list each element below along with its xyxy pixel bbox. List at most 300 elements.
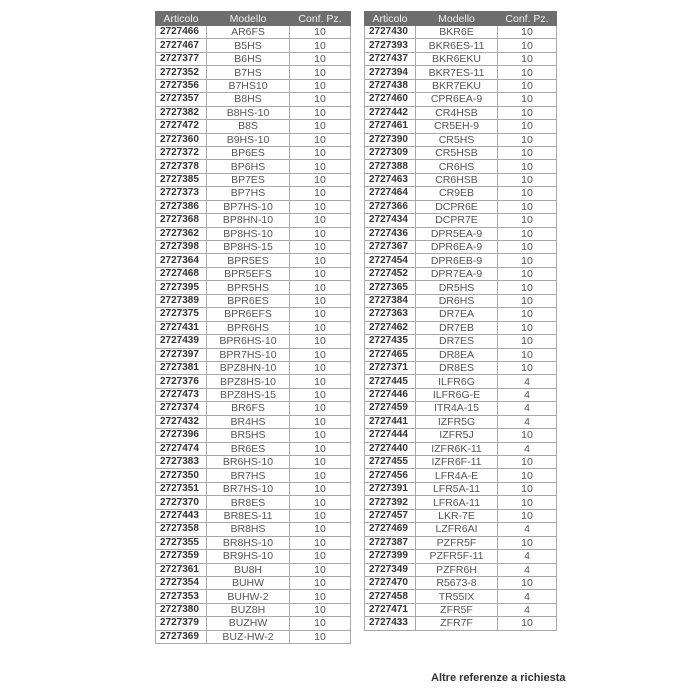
conf-cell: 4	[498, 375, 557, 388]
modello-cell: BPR5ES	[207, 254, 290, 267]
conf-cell: 10	[498, 576, 557, 589]
table-row	[156, 120, 351, 133]
table-row	[156, 482, 351, 495]
table-row	[156, 254, 351, 267]
conf-cell: 4	[498, 550, 557, 563]
articolo-cell: 2727376	[156, 375, 207, 388]
articolo-cell: 2727392	[365, 496, 416, 509]
table-row	[156, 281, 351, 294]
modello-cell: CR5HS	[416, 133, 498, 146]
articolo-cell: 2727355	[156, 536, 207, 549]
table-row	[156, 173, 351, 186]
conf-cell: 10	[290, 214, 351, 227]
articolo-cell: 2727358	[156, 523, 207, 536]
parts-table-left-body	[156, 26, 351, 644]
table-row	[365, 496, 557, 509]
table-row	[365, 348, 557, 361]
conf-cell: 4	[498, 603, 557, 616]
modello-cell: BUZHW	[207, 617, 290, 630]
modello-cell: DPR5EA-9	[416, 227, 498, 240]
articolo-cell: 2727397	[156, 348, 207, 361]
table-row	[365, 241, 557, 254]
header-modello: Modello	[207, 12, 290, 26]
modello-cell: BUZ-HW-2	[207, 630, 290, 643]
conf-cell: 10	[290, 496, 351, 509]
modello-cell: DR7EA	[416, 308, 498, 321]
parts-table-right-body	[365, 26, 557, 631]
conf-cell: 10	[498, 281, 557, 294]
conf-cell: 4	[498, 388, 557, 401]
articolo-cell: 2727368	[156, 214, 207, 227]
header-articolo: Articolo	[156, 12, 207, 26]
articolo-cell: 2727399	[365, 550, 416, 563]
conf-cell: 10	[498, 496, 557, 509]
table-row	[365, 321, 557, 334]
articolo-cell: 2727386	[156, 200, 207, 213]
articolo-cell: 2727468	[156, 267, 207, 280]
articolo-cell: 2727388	[365, 160, 416, 173]
conf-cell: 10	[290, 173, 351, 186]
conf-cell: 10	[498, 39, 557, 52]
modello-cell: IZFR6F-11	[416, 456, 498, 469]
table-row	[365, 294, 557, 307]
modello-cell: LFR6A-11	[416, 496, 498, 509]
articolo-cell: 2727463	[365, 173, 416, 186]
conf-cell: 10	[290, 482, 351, 495]
table-row	[156, 496, 351, 509]
table-row	[156, 26, 351, 39]
table-row	[365, 52, 557, 65]
modello-cell: BR8HS	[207, 523, 290, 536]
table-row	[156, 187, 351, 200]
modello-cell: B8S	[207, 120, 290, 133]
conf-cell: 10	[290, 523, 351, 536]
articolo-cell: 2727366	[365, 200, 416, 213]
conf-cell: 10	[290, 509, 351, 522]
modello-cell: BKR6EKU	[416, 52, 498, 65]
articolo-cell: 2727350	[156, 469, 207, 482]
modello-cell: CR5EH-9	[416, 120, 498, 133]
conf-cell: 4	[498, 590, 557, 603]
conf-cell: 10	[498, 308, 557, 321]
table-row	[156, 630, 351, 643]
conf-cell: 10	[290, 348, 351, 361]
articolo-cell: 2727466	[156, 26, 207, 39]
conf-cell: 10	[290, 456, 351, 469]
modello-cell: BR8HS-10	[207, 536, 290, 549]
table-row	[156, 388, 351, 401]
table-row	[156, 590, 351, 603]
table-header-row	[365, 12, 557, 26]
articolo-cell: 2727461	[365, 120, 416, 133]
table-row	[365, 442, 557, 455]
table-row	[156, 335, 351, 348]
articolo-cell: 2727390	[365, 133, 416, 146]
table-row	[156, 429, 351, 442]
table-row	[365, 388, 557, 401]
articolo-cell: 2727456	[365, 469, 416, 482]
table-row	[365, 267, 557, 280]
articolo-cell: 2727444	[365, 429, 416, 442]
modello-cell: DR7EB	[416, 321, 498, 334]
modello-cell: LKR-7E	[416, 509, 498, 522]
modello-cell: BR6ES	[207, 442, 290, 455]
articolo-cell: 2727395	[156, 281, 207, 294]
table-row	[156, 442, 351, 455]
conf-cell: 10	[498, 187, 557, 200]
table-row	[365, 469, 557, 482]
modello-cell: ILFR6G-E	[416, 388, 498, 401]
conf-cell: 10	[290, 536, 351, 549]
modello-cell: CPR6EA-9	[416, 93, 498, 106]
articolo-cell: 2727433	[365, 617, 416, 630]
modello-cell: BPZ8HS-15	[207, 388, 290, 401]
conf-cell: 10	[290, 227, 351, 240]
table-row	[365, 173, 557, 186]
modello-cell: DR7ES	[416, 335, 498, 348]
articolo-cell: 2727378	[156, 160, 207, 173]
modello-cell: BPR5EFS	[207, 267, 290, 280]
modello-cell: BUHW-2	[207, 590, 290, 603]
table-row	[365, 281, 557, 294]
modello-cell: DPR6EB-9	[416, 254, 498, 267]
articolo-cell: 2727458	[365, 590, 416, 603]
modello-cell: DPR7EA-9	[416, 267, 498, 280]
table-row	[365, 160, 557, 173]
table-header-row	[156, 12, 351, 26]
modello-cell: B7HS10	[207, 79, 290, 92]
modello-cell: B8HS-10	[207, 106, 290, 119]
articolo-cell: 2727439	[156, 335, 207, 348]
table-row	[156, 563, 351, 576]
table-row	[365, 563, 557, 576]
conf-cell: 10	[290, 52, 351, 65]
modello-cell: B7HS	[207, 66, 290, 79]
footnote: Altre referenze a richiesta	[431, 672, 566, 684]
modello-cell: BP7ES	[207, 173, 290, 186]
articolo-cell: 2727469	[365, 523, 416, 536]
table-row	[365, 402, 557, 415]
table-row	[156, 294, 351, 307]
modello-cell: BR9HS-10	[207, 550, 290, 563]
articolo-cell: 2727472	[156, 120, 207, 133]
conf-cell: 10	[498, 227, 557, 240]
table-row	[365, 603, 557, 616]
articolo-cell: 2727437	[365, 52, 416, 65]
modello-cell: PZFR6H	[416, 563, 498, 576]
modello-cell: PZFR5F-11	[416, 550, 498, 563]
articolo-cell: 2727383	[156, 456, 207, 469]
modello-cell: BR8ES-11	[207, 509, 290, 522]
table-row	[156, 402, 351, 415]
modello-cell: R5673-8	[416, 576, 498, 589]
modello-cell: DCPR7E	[416, 214, 498, 227]
conf-cell: 10	[290, 617, 351, 630]
conf-cell: 10	[290, 576, 351, 589]
conf-cell: 10	[290, 200, 351, 213]
table-row	[156, 93, 351, 106]
conf-cell: 10	[498, 267, 557, 280]
conf-cell: 10	[290, 160, 351, 173]
conf-cell: 4	[498, 442, 557, 455]
table-row	[156, 52, 351, 65]
conf-cell: 10	[498, 348, 557, 361]
conf-cell: 10	[498, 106, 557, 119]
articolo-cell: 2727455	[365, 456, 416, 469]
modello-cell: BR8ES	[207, 496, 290, 509]
conf-cell: 4	[498, 563, 557, 576]
conf-cell: 10	[498, 429, 557, 442]
modello-cell: BU8H	[207, 563, 290, 576]
table-row	[365, 550, 557, 563]
articolo-cell: 2727367	[365, 241, 416, 254]
conf-cell: 10	[290, 442, 351, 455]
table-row	[156, 160, 351, 173]
conf-cell: 10	[498, 26, 557, 39]
articolo-cell: 2727391	[365, 482, 416, 495]
modello-cell: BR6FS	[207, 402, 290, 415]
articolo-cell: 2727351	[156, 482, 207, 495]
articolo-cell: 2727361	[156, 563, 207, 576]
articolo-cell: 2727457	[365, 509, 416, 522]
conf-cell: 10	[498, 52, 557, 65]
conf-cell: 4	[498, 402, 557, 415]
modello-cell: B9HS-10	[207, 133, 290, 146]
table-row	[156, 146, 351, 159]
modello-cell: BPZ8HN-10	[207, 361, 290, 374]
modello-cell: BKR7EKU	[416, 79, 498, 92]
table-row	[156, 133, 351, 146]
table-row	[365, 26, 557, 39]
articolo-cell: 2727385	[156, 173, 207, 186]
articolo-cell: 2727359	[156, 550, 207, 563]
table-row	[365, 133, 557, 146]
table-row	[365, 456, 557, 469]
modello-cell: CR6HSB	[416, 173, 498, 186]
modello-cell: B8HS	[207, 93, 290, 106]
table-row	[156, 348, 351, 361]
modello-cell: DR6HS	[416, 294, 498, 307]
conf-cell: 10	[290, 590, 351, 603]
articolo-cell: 2727362	[156, 227, 207, 240]
table-row	[365, 590, 557, 603]
articolo-cell: 2727474	[156, 442, 207, 455]
conf-cell: 10	[290, 361, 351, 374]
modello-cell: B5HS	[207, 39, 290, 52]
table-row	[156, 536, 351, 549]
articolo-cell: 2727349	[365, 563, 416, 576]
modello-cell: BPR7HS-10	[207, 348, 290, 361]
articolo-cell: 2727473	[156, 388, 207, 401]
table-row	[365, 308, 557, 321]
table-row	[156, 509, 351, 522]
table-row	[156, 456, 351, 469]
conf-cell: 10	[290, 254, 351, 267]
articolo-cell: 2727373	[156, 187, 207, 200]
conf-cell: 10	[498, 146, 557, 159]
table-row	[156, 200, 351, 213]
conf-cell: 10	[290, 294, 351, 307]
modello-cell: BPR6HS-10	[207, 335, 290, 348]
modello-cell: BUZ8H	[207, 603, 290, 616]
conf-cell: 10	[290, 187, 351, 200]
articolo-cell: 2727369	[156, 630, 207, 643]
articolo-cell: 2727432	[156, 415, 207, 428]
conf-cell: 10	[290, 603, 351, 616]
table-row	[365, 335, 557, 348]
modello-cell: BP8HS-15	[207, 241, 290, 254]
articolo-cell: 2727465	[365, 348, 416, 361]
conf-cell: 10	[498, 254, 557, 267]
modello-cell: BR4HS	[207, 415, 290, 428]
table-row	[365, 120, 557, 133]
articolo-cell: 2727462	[365, 321, 416, 334]
conf-cell: 10	[498, 536, 557, 549]
articolo-cell: 2727379	[156, 617, 207, 630]
header-articolo: Articolo	[365, 12, 416, 26]
conf-cell: 10	[290, 308, 351, 321]
parts-table-left	[155, 11, 351, 644]
articolo-cell: 2727396	[156, 429, 207, 442]
conf-cell: 10	[498, 79, 557, 92]
conf-cell: 10	[290, 39, 351, 52]
modello-cell: BPR6EFS	[207, 308, 290, 321]
conf-cell: 10	[290, 388, 351, 401]
modello-cell: BPR6HS	[207, 321, 290, 334]
table-row	[365, 415, 557, 428]
modello-cell: TR55IX	[416, 590, 498, 603]
conf-cell: 10	[498, 93, 557, 106]
articolo-cell: 2727464	[365, 187, 416, 200]
conf-cell: 10	[498, 120, 557, 133]
modello-cell: CR9EB	[416, 187, 498, 200]
modello-cell: BP6ES	[207, 146, 290, 159]
modello-cell: IZFR6K-11	[416, 442, 498, 455]
conf-cell: 10	[290, 26, 351, 39]
articolo-cell: 2727438	[365, 79, 416, 92]
modello-cell: ZFR7F	[416, 617, 498, 630]
table-row	[156, 375, 351, 388]
articolo-cell: 2727354	[156, 576, 207, 589]
table-row	[365, 79, 557, 92]
modello-cell: IZFR5J	[416, 429, 498, 442]
articolo-cell: 2727371	[365, 361, 416, 374]
articolo-cell: 2727381	[156, 361, 207, 374]
articolo-cell: 2727436	[365, 227, 416, 240]
articolo-cell: 2727442	[365, 106, 416, 119]
modello-cell: DR8EA	[416, 348, 498, 361]
articolo-cell: 2727309	[365, 146, 416, 159]
articolo-cell: 2727435	[365, 335, 416, 348]
modello-cell: BR7HS-10	[207, 482, 290, 495]
table-row	[365, 93, 557, 106]
conf-cell: 10	[498, 456, 557, 469]
table-row	[156, 617, 351, 630]
table-row	[156, 267, 351, 280]
articolo-cell: 2727430	[365, 26, 416, 39]
modello-cell: BKR7ES-11	[416, 66, 498, 79]
conf-cell: 10	[498, 482, 557, 495]
articolo-cell: 2727364	[156, 254, 207, 267]
modello-cell: IZFR5G	[416, 415, 498, 428]
table-row	[156, 79, 351, 92]
modello-cell: PZFR5F	[416, 536, 498, 549]
conf-cell: 10	[290, 402, 351, 415]
table-row	[156, 241, 351, 254]
table-row	[156, 214, 351, 227]
table-row	[156, 576, 351, 589]
table-row	[365, 106, 557, 119]
conf-cell: 10	[290, 120, 351, 133]
modello-cell: BP8HN-10	[207, 214, 290, 227]
articolo-cell: 2727389	[156, 294, 207, 307]
table-row	[365, 254, 557, 267]
table-row	[365, 39, 557, 52]
conf-cell: 10	[290, 375, 351, 388]
articolo-cell: 2727377	[156, 52, 207, 65]
conf-cell: 10	[290, 429, 351, 442]
conf-cell: 10	[498, 509, 557, 522]
articolo-cell: 2727353	[156, 590, 207, 603]
table-row	[365, 66, 557, 79]
articolo-cell: 2727363	[365, 308, 416, 321]
modello-cell: DR5HS	[416, 281, 498, 294]
conf-cell: 10	[290, 281, 351, 294]
modello-cell: BP6HS	[207, 160, 290, 173]
articolo-cell: 2727445	[365, 375, 416, 388]
table-row	[365, 523, 557, 536]
articolo-cell: 2727441	[365, 415, 416, 428]
conf-cell: 10	[290, 469, 351, 482]
table-row	[156, 66, 351, 79]
conf-cell: 10	[498, 241, 557, 254]
modello-cell: BPZ8HS-10	[207, 375, 290, 388]
modello-cell: BUHW	[207, 576, 290, 589]
conf-cell: 10	[290, 563, 351, 576]
modello-cell: DCPR6E	[416, 200, 498, 213]
conf-cell: 10	[498, 335, 557, 348]
articolo-cell: 2727460	[365, 93, 416, 106]
table-row	[365, 200, 557, 213]
modello-cell: DR8ES	[416, 361, 498, 374]
articolo-cell: 2727398	[156, 241, 207, 254]
articolo-cell: 2727380	[156, 603, 207, 616]
conf-cell: 10	[498, 361, 557, 374]
conf-cell: 4	[498, 523, 557, 536]
articolo-cell: 2727387	[365, 536, 416, 549]
conf-cell: 10	[498, 321, 557, 334]
table-row	[365, 214, 557, 227]
table-row	[365, 536, 557, 549]
articolo-cell: 2727434	[365, 214, 416, 227]
articolo-cell: 2727467	[156, 39, 207, 52]
conf-cell: 4	[498, 415, 557, 428]
articolo-cell: 2727384	[365, 294, 416, 307]
conf-cell: 10	[290, 550, 351, 563]
table-row	[156, 415, 351, 428]
table-row	[156, 523, 351, 536]
articolo-cell: 2727431	[156, 321, 207, 334]
articolo-cell: 2727356	[156, 79, 207, 92]
modello-cell: DPR6EA-9	[416, 241, 498, 254]
table-row	[156, 469, 351, 482]
conf-cell: 10	[498, 133, 557, 146]
articolo-cell: 2727393	[365, 39, 416, 52]
articolo-cell: 2727370	[156, 496, 207, 509]
modello-cell: BR5HS	[207, 429, 290, 442]
modello-cell: BKR6E	[416, 26, 498, 39]
modello-cell: LFR5A-11	[416, 482, 498, 495]
